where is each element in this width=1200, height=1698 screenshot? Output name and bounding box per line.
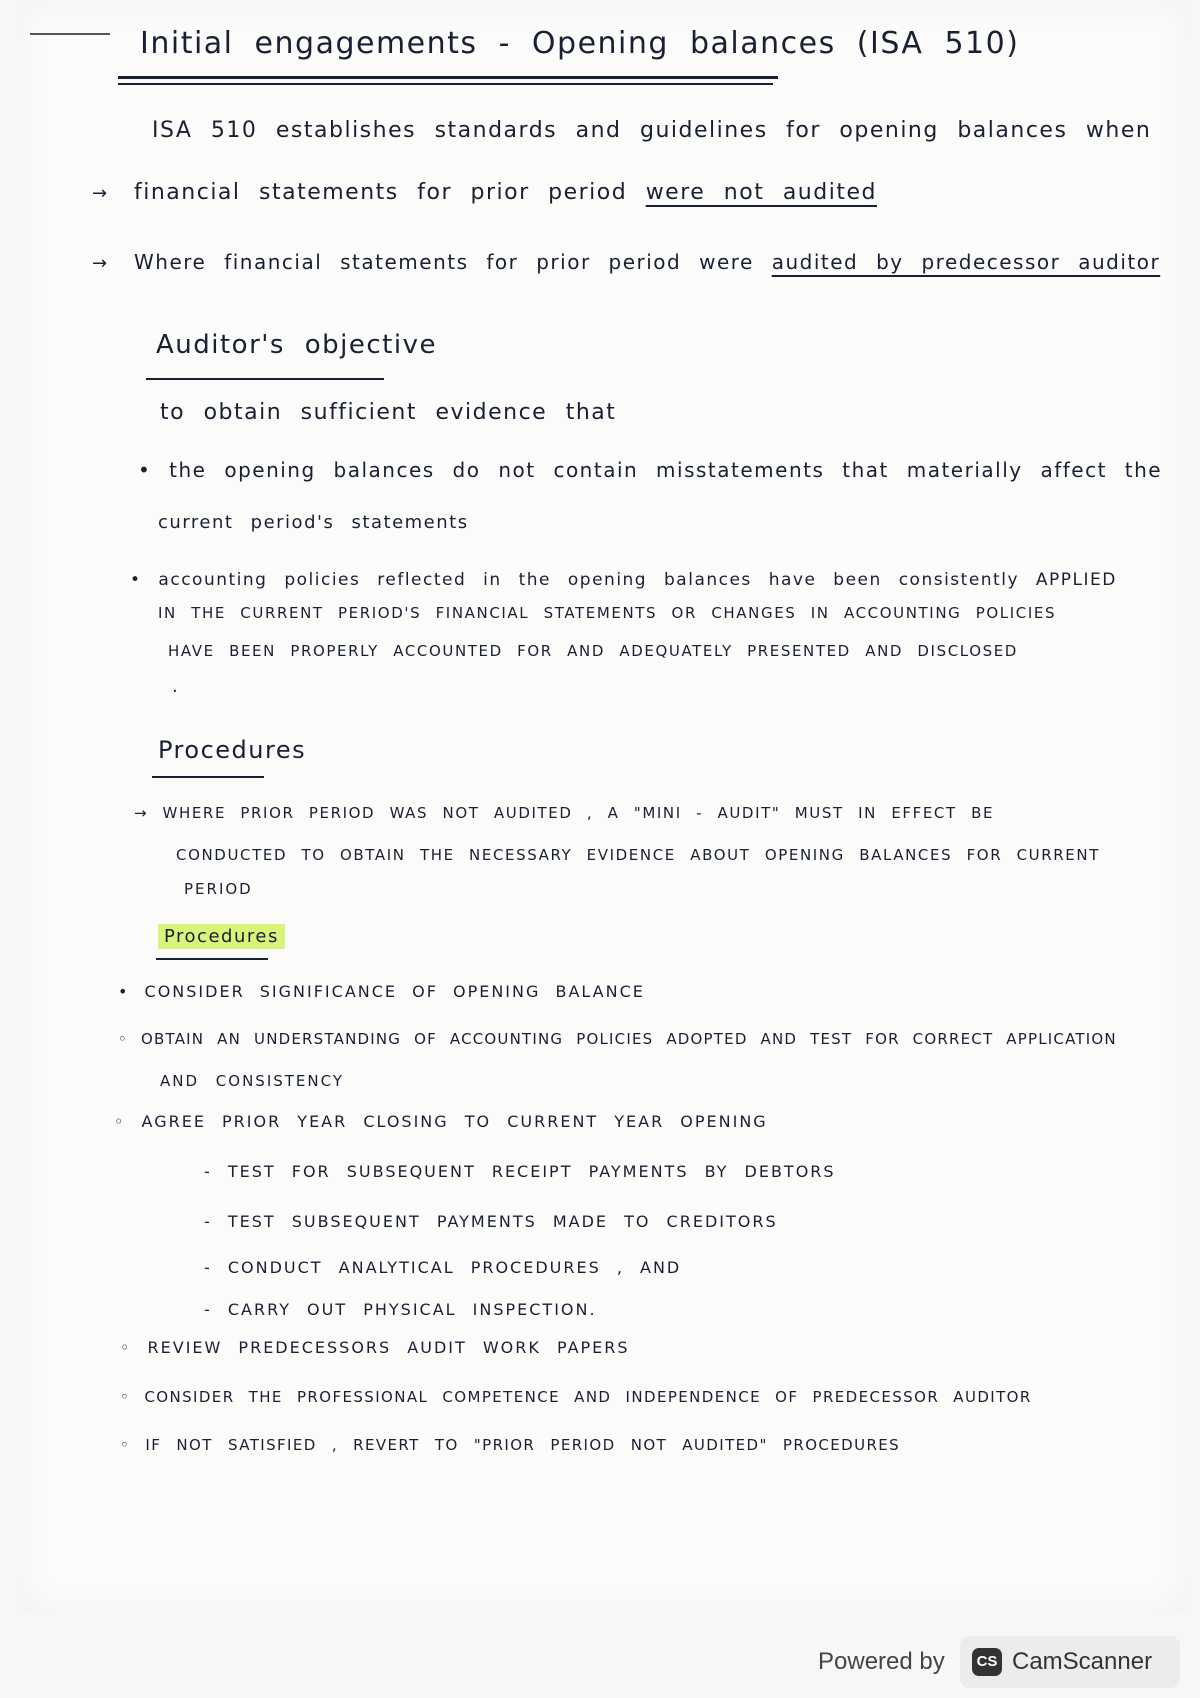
camscanner-badge-icon: CS: [972, 1648, 1002, 1676]
intro-lead: ISA 510 establishes standards and guidelines for opening balances when: [152, 118, 1152, 143]
intro-case-1: [92, 180, 877, 205]
objective-heading: Auditor's objective: [156, 330, 437, 360]
procedures-heading-2-text: Procedures: [158, 924, 285, 949]
intro-case-1-text: financial statements for prior period: [134, 180, 646, 205]
procedures-2-item-1: • CONSIDER SIGNIFICANCE OF OPENING BALANCE: [118, 982, 645, 1001]
procedures-2-item-2-cont: AND CONSISTENCY: [160, 1072, 345, 1090]
procedures-2-subitem-2: - TEST SUBSEQUENT PAYMENTS MADE TO CREDITORS: [204, 1212, 778, 1231]
arrow-icon: →: [92, 183, 109, 204]
procedures-2-subitem-3: - CONDUCT ANALYTICAL PROCEDURES , AND: [204, 1258, 682, 1277]
stray-dot: .: [172, 676, 180, 697]
procedures-2-item-2: ◦ OBTAIN AN UNDERSTANDING OF ACCOUNTING POLICIES ADOPTED AND TEST FOR CORRECT APPLICATION: [118, 1030, 1117, 1048]
objective-bullet-2-line-3: HAVE BEEN PROPERLY ACCOUNTED FOR AND ADEQUATELY PRESENTED AND DISCLOSED: [168, 642, 1018, 660]
title-underline-2: [118, 83, 773, 85]
intro-case-2-text: Where financial statements for prior period were: [134, 250, 772, 274]
margin-mark: [30, 33, 110, 35]
objective-bullet-1-line-1: • the opening balances do not contain misstatements that materially affect the: [138, 458, 1163, 482]
procedures-1-line-2: CONDUCTED TO OBTAIN THE NECESSARY EVIDENCE ABOUT OPENING BALANCES FOR CURRENT: [176, 846, 1100, 864]
camscanner-brand: CamScanner: [1012, 1648, 1153, 1675]
procedures-1-line-1: → WHERE PRIOR PERIOD WAS NOT AUDITED , A "MINI - AUDIT" MUST IN EFFECT BE: [134, 804, 995, 822]
title-underline: [118, 76, 778, 79]
procedures-2-item-6: ◦ IF NOT SATISFIED , REVERT TO "PRIOR PERIOD NOT AUDITED" PROCEDURES: [120, 1436, 901, 1454]
objective-bullet-2-line-2: IN THE CURRENT PERIOD'S FINANCIAL STATEMENTS OR CHANGES IN ACCOUNTING POLICIES: [158, 604, 1057, 622]
procedures-2-subitem-4: - CARRY OUT PHYSICAL INSPECTION.: [204, 1300, 597, 1319]
objective-lead: to obtain sufficient evidence that: [160, 400, 617, 425]
intro-case-2-emphasis: audited by predecessor auditor: [771, 250, 1161, 274]
procedures-2-subitem-1: - TEST FOR SUBSEQUENT RECEIPT PAYMENTS BY DEBTORS: [204, 1162, 836, 1181]
intro-case-1-emphasis: were not audited: [645, 180, 877, 205]
procedures-2-item-4: ◦ REVIEW PREDECESSORS AUDIT WORK PAPERS: [120, 1338, 630, 1357]
page-title: Initial engagements - Opening balances (ISA 510): [140, 26, 1020, 61]
objective-bullet-2-line-1: • accounting policies reflected in the opening balances have been consistently APPLIED: [130, 570, 1117, 590]
procedures-heading-1: Procedures: [158, 736, 307, 764]
powered-by-text: Powered by: [818, 1648, 945, 1675]
procedures-heading-2: [158, 926, 285, 947]
procedures-2-item-5: ◦ CONSIDER THE PROFESSIONAL COMPETENCE AND INDEPENDENCE OF PREDECESSOR AUDITOR: [120, 1388, 1032, 1406]
arrow-icon: →: [92, 253, 109, 274]
objective-heading-rule: [146, 378, 384, 380]
objective-bullet-1-line-2: current period's statements: [158, 512, 469, 533]
procedures-heading-1-rule: [152, 776, 264, 778]
intro-case-2: [92, 250, 1160, 274]
camscanner-logo: [960, 1636, 1180, 1688]
procedures-heading-2-rule: [156, 958, 268, 960]
procedures-2-item-3: ◦ AGREE PRIOR YEAR CLOSING TO CURRENT YEAR OPENING: [114, 1112, 768, 1131]
procedures-1-line-3: PERIOD: [184, 880, 253, 898]
